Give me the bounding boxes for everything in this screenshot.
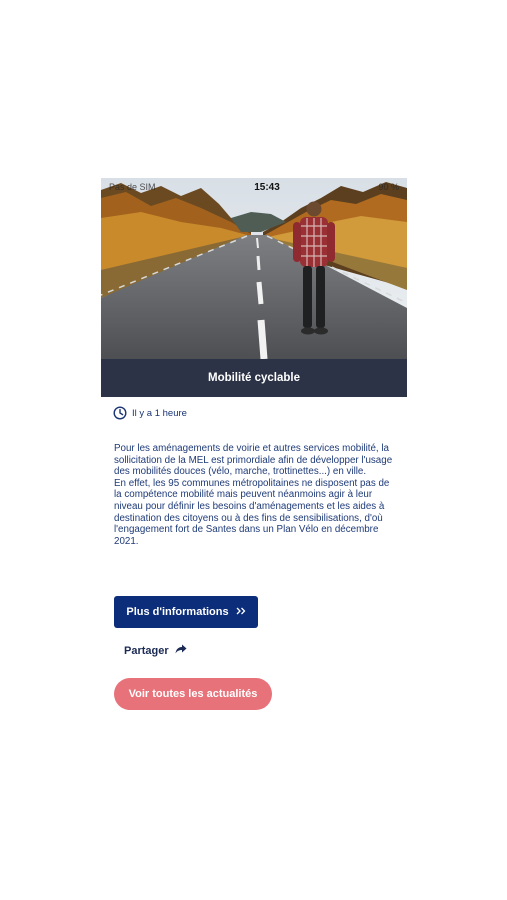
clock-icon (113, 406, 127, 420)
timestamp-row (113, 406, 407, 420)
app-screen (101, 178, 407, 700)
road-walker-photo (101, 178, 407, 359)
status-bar (101, 178, 407, 196)
all-news-button[interactable] (114, 678, 272, 710)
status-time: 15:43 (254, 181, 280, 193)
carrier-label: Pas de SIM (109, 182, 156, 192)
double-chevron-right-icon (236, 606, 246, 618)
share-arrow-icon (175, 644, 187, 657)
timestamp-label: Il y a 1 heure (132, 407, 187, 419)
more-info-label: Plus d'informations (126, 606, 229, 618)
article-body: Pour les aménagements de voirie et autres services mobilité, la sollicitation de la MEL est primordiale afin de développer l'usage des mobilités douces (vélo, marche, trottinettes...) en ville. En effet, les 95 communes métropolitaines ne disposent pas de la compétence mobilité mais peuvent néanmoins agir à leur niveau pour définir les besoins d'aménagements et les aides à destination des citoyens ou à des fins de sensibilisations, d'où l'engagement fort de Santes dans un Plan Vélo en décembre 2021. (114, 443, 393, 547)
article-title: Mobilité cyclable (207, 372, 301, 384)
more-info-button[interactable] (114, 596, 258, 628)
article-title-bar (101, 359, 407, 397)
hero-image (101, 178, 407, 359)
all-news-label: Voir toutes les actualités (128, 688, 258, 700)
share-label: Partager (124, 644, 169, 657)
battery-label: 90 % (378, 182, 399, 192)
share-button[interactable] (124, 644, 187, 657)
